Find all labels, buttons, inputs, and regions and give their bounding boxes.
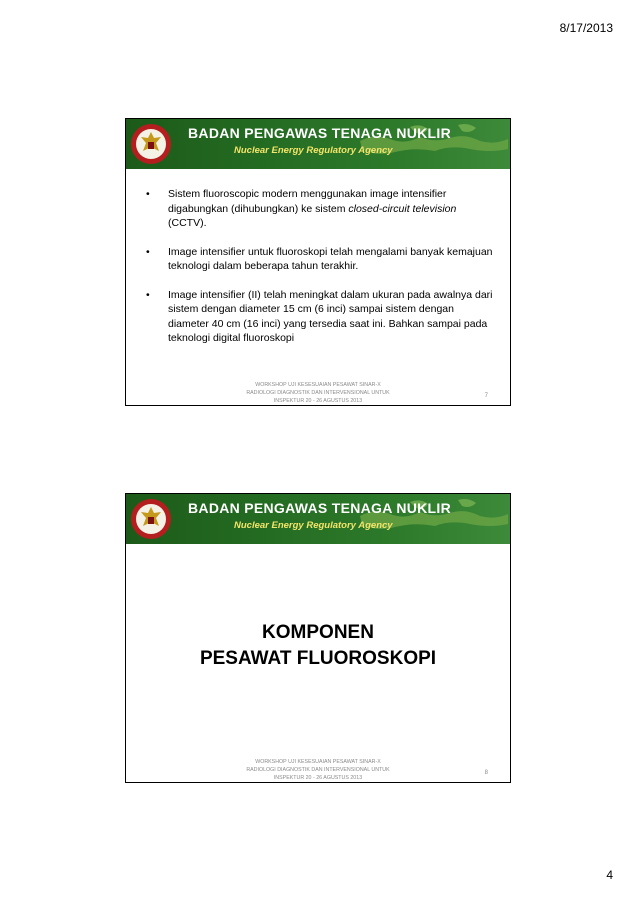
garuda-emblem-icon [130, 123, 172, 165]
org-subtitle: Nuclear Energy Regulatory Agency [234, 145, 393, 156]
bullet-marker: • [146, 188, 150, 200]
bullet-list [126, 169, 510, 346]
bullet-text: Sistem fluoroscopic modern menggunakan image intensifier digabungkan (dihubungkan) ke sistem closed-circuit television (CCTV). [168, 188, 457, 229]
slide-7 [125, 118, 511, 406]
bullet-marker: • [146, 288, 150, 301]
header-banner [126, 119, 510, 169]
bullet-text: Image intensifier untuk fluoroskopi telah mengalami banyak kemajuan teknologi dalam beberapa tahun terakhir. [168, 245, 493, 272]
org-subtitle: Nuclear Energy Regulatory Agency [234, 520, 393, 531]
garuda-emblem-icon [130, 498, 172, 540]
org-name: BADAN PENGAWAS TENAGA NUKLIR [188, 125, 451, 141]
page-number: 4 [606, 868, 613, 882]
slide-footer: WORKSHOP UJI KESESUAIAN PESAWAT SINAR-X RADIOLOGI DIAGNOSTIK DAN INTERVENSIONAL UNTUK INSPEKTUR 20 - 26 AGUSTUS 2013 [246, 382, 390, 404]
page-date: 8/17/2013 [559, 21, 613, 35]
slide-title: KOMPONEN PESAWAT FLUOROSKOPI [199, 622, 437, 669]
slide-8 [125, 493, 511, 783]
slide-number: 7 [484, 393, 488, 399]
org-name: BADAN PENGAWAS TENAGA NUKLIR [188, 500, 451, 516]
bullet-text: Image intensifier (II) telah meningkat dalam ukuran pada awalnya dari sistem dengan diameter 15 cm (6 inci) sampai sistem dengan diameter 40 cm (16 inci) yang tersedia saat ini. Bahkan sampai pada teknologi digital fluoroskopi [168, 288, 493, 344]
bullet-marker: • [146, 245, 150, 258]
bullet-item [146, 245, 496, 274]
bullet-item [146, 187, 496, 231]
slide-footer: WORKSHOP UJI KESESUAIAN PESAWAT SINAR-X RADIOLOGI DIAGNOSTIK DAN INTERVENSIONAL UNTUK INSPEKTUR 20 - 26 AGUSTUS 2013 [246, 759, 390, 781]
bullet-item [146, 288, 496, 346]
slide-number: 8 [484, 770, 488, 776]
header-banner [126, 494, 510, 544]
